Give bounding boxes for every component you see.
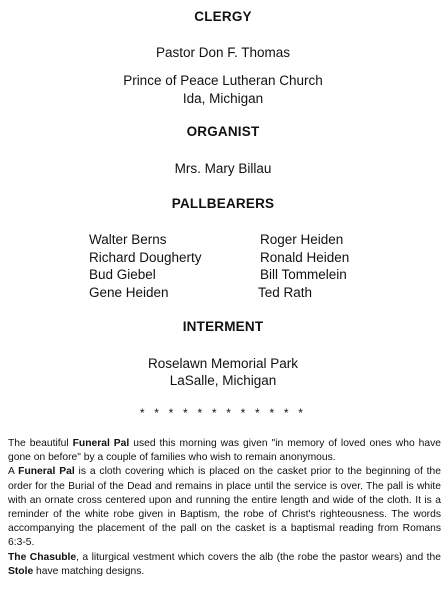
- note-text: A: [8, 466, 19, 478]
- cemetery-location: LaSalle, Michigan: [169, 373, 277, 388]
- pallbearers-right-column: [260, 231, 349, 302]
- note-text: have matching designs.: [33, 565, 145, 577]
- pallbearers-heading: PALLBEARERS: [171, 196, 275, 211]
- pastor-name: Pastor Don F. Thomas: [155, 45, 291, 60]
- note-text: The beautiful: [8, 438, 73, 449]
- pallbearer-name: Ronald Heiden: [260, 249, 350, 265]
- organist-name: Mrs. Mary Billau: [174, 161, 272, 176]
- pallbearer-name: Ted Rath: [258, 285, 313, 301]
- clergy-heading: CLERGY: [194, 9, 252, 24]
- interment-heading: INTERMENT: [182, 319, 264, 334]
- note-term-funeral-pal: Funeral Pal: [72, 438, 130, 449]
- note-text: is a cloth covering which is placed on the casket prior to the beginning of the order for the Burial of the Dead and remains in place until the service is over. The pall is white with an ornate cross centered upon and running the entire length and wide of the cloth. It is a reminder of the white robe given in Baptism, the robe of Christ's righteousness. The words accompanying the placement of the pall on the casket is a baptismal reading from Romans 6:3-5.: [8, 466, 441, 549]
- pallbearers-left-column: [89, 231, 202, 302]
- pallbearer-name: Bud Giebel: [89, 267, 156, 283]
- pallbearer-name: Gene Heiden: [89, 285, 169, 301]
- cemetery-name: Roselawn Memorial Park: [147, 356, 299, 371]
- star-divider: * * * * * * * * * * * *: [139, 406, 307, 420]
- pallbearer-name: Walter Berns: [89, 232, 167, 247]
- note-term-funeral-pal: Funeral Pal: [18, 466, 75, 478]
- pallbearer-name: Roger Heiden: [260, 232, 344, 247]
- note-term-chasuble: The Chasuble: [8, 551, 77, 563]
- pallbearer-name: Bill Tommelein: [260, 267, 347, 283]
- church-location: Ida, Michigan: [182, 91, 264, 106]
- note-text: used this morning was given "in memory of loved ones who have gone on before" by a couple of families who wish to remain anonymous.: [8, 438, 441, 464]
- note-text: , a liturgical vestment which covers the alb (the robe the pastor wears) and the: [76, 551, 441, 563]
- pallbearer-name: Richard Dougherty: [89, 249, 202, 265]
- church-name: Prince of Peace Lutheran Church: [123, 73, 323, 88]
- funeral-pall-note: [8, 437, 441, 579]
- note-term-stole: Stole: [8, 565, 34, 577]
- organist-heading: ORGANIST: [186, 124, 260, 139]
